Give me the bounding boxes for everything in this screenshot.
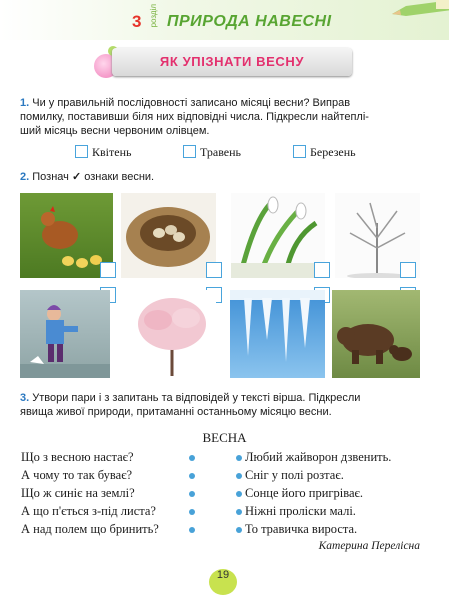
match-dot-a5[interactable] — [236, 527, 242, 533]
task1-text — [20, 96, 432, 138]
photo-blossom-tree — [128, 290, 216, 378]
match-dot-q5[interactable] — [189, 527, 195, 533]
match-dot-q2[interactable] — [189, 473, 195, 479]
page-number: 19 — [209, 569, 237, 595]
poem-question-5: А над полем що бринить? — [21, 522, 159, 536]
poem-answer-2: Сніг у полі розтає. — [245, 468, 344, 482]
poem-author: Катерина Перелісна — [318, 540, 420, 552]
pencil-icon — [392, 0, 449, 20]
photo-checkbox-2[interactable] — [206, 262, 222, 278]
match-dot-q3[interactable] — [189, 491, 195, 497]
photo-checkbox-1[interactable] — [100, 262, 116, 278]
poem-question-3: Що ж синіє на землі? — [21, 486, 135, 500]
task3-number: 3. — [20, 392, 30, 404]
match-dot-a1[interactable] — [236, 455, 242, 461]
photo-checkbox-3[interactable] — [314, 262, 330, 278]
task3-line2: явища живої природи, притаманні останньому місяцю весни. — [20, 406, 332, 418]
poem-question-1: Що з весною настає? — [21, 450, 134, 464]
match-dot-a4[interactable] — [236, 509, 242, 515]
task1-line3: ший місяць весни червоним олівцем. — [20, 125, 210, 137]
task1-line1: Чи у правильній послідовності записано місяці весни? Виправ — [32, 97, 351, 109]
photo-bears — [332, 290, 420, 378]
check-icon: ✓ — [71, 171, 82, 183]
month-may: Травень — [200, 145, 242, 159]
task1-line2: помилку, поставивши біля них відповідні числа. Підкресли найтеплі- — [20, 111, 369, 123]
task2-text2: ознаки весни. — [84, 171, 155, 183]
section-title: ПРИРОДА НАВЕСНІ — [167, 13, 332, 30]
task2-text1: Познач — [32, 171, 69, 183]
poem-question-2: А чому то так буває? — [21, 468, 133, 482]
photo-icicles — [230, 290, 325, 378]
task1-number: 1. — [20, 97, 30, 109]
poem-answer-1: Любий жайворон дзвенить. — [245, 450, 392, 464]
task3-line1: Утвори пари і з запитань та відповідей у тексті вірша. Підкресли — [32, 392, 361, 404]
month-april: Квітень — [92, 145, 132, 159]
lesson-title: ЯК УПІЗНАТИ ВЕСНУ — [159, 54, 305, 69]
match-dot-q1[interactable] — [189, 455, 195, 461]
photo-snowdrops — [231, 193, 325, 278]
month-checkbox-march[interactable] — [293, 145, 306, 158]
match-dot-a3[interactable] — [236, 491, 242, 497]
poem-answer-4: Ніжні пролiски малі. — [245, 504, 356, 518]
match-dot-a2[interactable] — [236, 473, 242, 479]
poem-question-4: А що п'ється з-під листа? — [21, 504, 156, 518]
task3-text — [20, 391, 432, 419]
photo-checkbox-4[interactable] — [400, 262, 416, 278]
section-number: 3 — [132, 12, 142, 31]
poem-answer-5: То травичка вироста. — [245, 522, 358, 536]
section-word: розділ — [149, 4, 158, 28]
photo-child-stream — [20, 290, 110, 378]
task2-number: 2. — [20, 171, 30, 183]
month-march: Березень — [310, 145, 356, 159]
month-checkbox-may[interactable] — [183, 145, 196, 158]
month-checkbox-april[interactable] — [75, 145, 88, 158]
photo-nest-eggs — [121, 193, 216, 278]
poem-title: ВЕСНА — [202, 430, 247, 445]
task2-text — [20, 170, 154, 184]
poem-answer-3: Сонце його пригріває. — [245, 486, 364, 500]
match-dot-q4[interactable] — [189, 509, 195, 515]
